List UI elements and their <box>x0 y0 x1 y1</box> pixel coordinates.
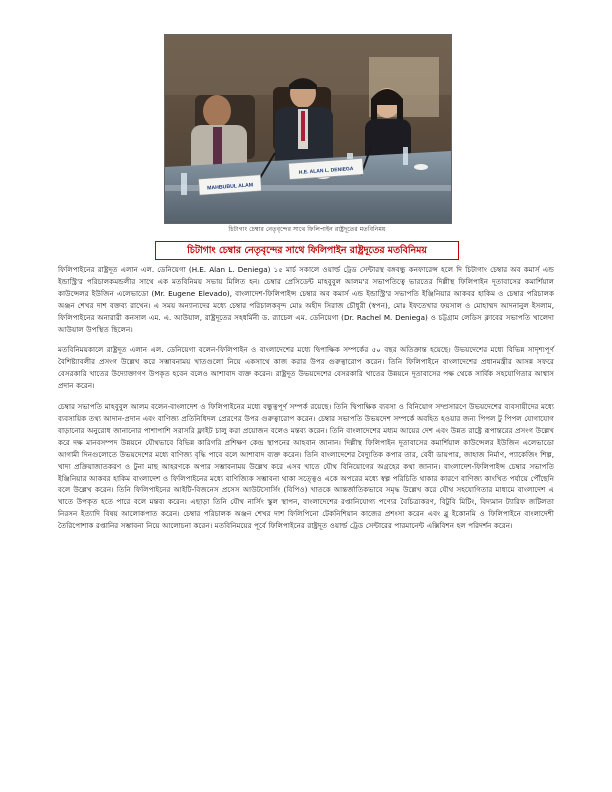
photo-caption: চিটাগাং চেম্বার নেতৃবৃন্দের সাথে ফিলিপাইন রাষ্ট্রদূতের মতবিনিময় <box>228 226 386 233</box>
meeting-photo <box>164 34 452 224</box>
article-headline: চিটাগাং চেম্বার নেতৃবৃন্দের সাথে ফিলিপাইন রাষ্ট্রদূতের মতবিনিময় <box>155 241 459 260</box>
paragraph: চেম্বার সভাপতি মাহবুবুল আলম বলেন-বাংলাদেশ ও ফিলিপাইনের মধ্যে বন্ধুত্বপূর্ণ সম্পর্ক রয়েছে। তিনি দ্বিপাক্ষিক ব্যবসা ও বিনিয়োগ সম্প্রসারণে উভয়দেশের ব্যবসায়ীদের মধ্যে ব্যবসায়িক তথ্য আদান-প্রদান এবং বাণিজ্য প্রতিনিধিদল প্রেরণের উপর গুরুত্বারোপ করেন। চেম্বার সভাপতি উভয়দেশ সম্পর্কে অবহিত হওয়ার জন্য পিপল টু পিপল যোগাযোগ বাড়ানোর অনুরোধ জানানোর পাশাপাশি সরাসরি ফ্লাইট চালু করা প্রয়োজন বলেও মন্তব্য করেন। তিনি বাংলাদেশের মধ্যম আয়ের দেশ এবং উন্নত রাষ্ট্রে রূপান্তরের প্রসংগ উল্লেখ করে দক্ষ মানবসম্পদ উন্নয়নে যৌথভাবে বিভিন্ন কারিগরি প্রশিক্ষণ কেন্দ্র স্থাপনের আহবান জানান। দিল্লীস্থ ফিলিপাইন দূতাবাসের কমার্শিয়াল কাউন্সেলর ইউজিন এলেভাডো আগামী দিনগুলোতে উভয়দেশের মধ্যে বাণিজ্য বৃদ্ধি পাবে বলে আশাবাদ ব্যক্ত করেন। তিনি বাংলাদেশের বৈদ্যুতিক কপার তার, বেবী ডায়পার, জাহাজ নির্মাণ, প্যাকেজিং শিল্প, খাদ্য প্রক্রিয়াজাতকরণ ও টুনা মাছ আহরণকে অপার সম্ভাবনাময় উল্লেখ করে এসব খাতে যৌথ বিনিয়োগের অগ্রহের কথা জানান। বাংলাদেশ-ফিলিপাইন্স চেম্বার সভাপতি ইঞ্জিনিয়ার আকবর হাকিম বাংলাদেশ ও ফিলিপাইনের মধ্যে বাণিজ্যিক সম্ভাবনা থাকা সত্ত্বেও একে অপরের মধ্যে স্বল্প পরিচিতি থাকার কারণে বাণিজ্য কাংখিত পর্যায়ে পৌঁছেনি বলে উল্লেখ করেন। তিনি ফিলিপাইনের আইটি-বিজনেস প্রসেস আউটসোর্সিং (বিপিও) খাতকে আন্তর্জাতিকভাবে সমৃদ্ধ উল্লেখ করে যৌথ সহযোগিতার মাধ্যমে বাংলাদেশ এ খাতে উপকৃত হতে পারে বলে মন্তব্য করেন। এছাড়া তিনি যৌথ নার্সিং স্কুল স্থাপন, বাংলাদেশের রপ্তানিযোগ্য পণ্যের বৈচিত্র্যকরণ, বিটুবি মিটিং, বিদ্যমান ট্যারিফ জটিলতা নিরসন ইত্যাদি বিষয় আলোকপাত করেন। চেম্বার পরিচালক অঞ্জন শেখর দাশ ফিলিপিনো টেকনিশিয়ান কাজের প্রশংসা করেন এবং ব্লু ইকোনমি ও ফিলিপাইনে বাংলাদেশী তৈরিপোশাক রপ্তানির সম্ভাবনা নিয়ে আলোচনা করেন। মতবিনিময়ের পূর্বে ফিলিপাইনের রাষ্ট্রদূত ওয়ার্ল্ড ট্রেড সেন্টারের পারমানেন্ট এক্সিবিশন হল পরিদর্শন করেন। <box>58 402 554 531</box>
meeting-photo-illustration <box>165 35 451 223</box>
paragraph: ফিলিপাইনের রাষ্ট্রদূত এলান এল. ডেনিয়েগা (H.E. Alan L. Deniega) ১৫ মার্চ সকালে ওয়ার্ল্ড ট্রেড সেন্টারস্থ বঙ্গবন্ধু কনফারেন্স হলে দি চিটাগাং চেম্বার অব কমার্স এন্ড ইন্ডাস্ট্রি'র পরিচালকমন্ডলীর সাথে এক মতবিনিময় সভায় মিলিত হন। চেম্বার প্রেসিডেন্ট মাহবুবুল আলম'র সভাপতিত্বে ভারতের দিল্লীস্থ ফিলিপাইন দূতাবাসের কমার্শিয়াল কাউন্সেলর ইউজিন এলেভাডো (Mr. Eugene Elevado), বাংলাদেশ-ফিলিপাইন্স চেম্বার অব কমার্স এন্ড ইন্ডাস্ট্রি'র সভাপতি ইঞ্জিনিয়ার আকবর হাকিম ও চেম্বার পরিচালক অঞ্জন শেখর দাশ বক্তব্য রাখেন। এ সময় অন্যান্যদের মধ্যে চেম্বার পরিচালকবৃন্দ মোঃ অহীদ সিরাজ চৌধুরী (স্বপন), মোঃ ইফতেখার ফয়সাল ও মোহাম্মদ আদনানুল ইসলাম, ফিলিপাইনের অনারারী কনসাল এম. এ. আউয়াল, রাষ্ট্রদূতের সহধর্মিনী ড. র‍্যাচেল এম. ডেনিয়েগা (Dr. Rachel M. Deniega) ও চট্টগ্রাম লেডিস ক্লাবের সভাপতি খালেদা আউয়াল উপস্থিত ছিলেন। <box>58 265 554 334</box>
name-plate-left: MAHBUBUL ALAM <box>206 182 254 192</box>
article-body <box>58 264 554 541</box>
name-plate-right: H.E. ALAN L. DENIEGA <box>298 166 354 176</box>
paragraph: মতবিনিময়কালে রাষ্ট্রদূত এলান এল. ডেনিয়েগা বলেন-ফিলিপাইন ও বাংলাদেশের মধ্যে দ্বিপাক্ষিক সম্পর্কের ৫০ বছর অতিক্রান্ত হয়েছে। উভয়দেশের মধ্যে বিভিন্ন সাদৃশ্যপূর্ণ বৈশিষ্ট্যাবলীর প্রসংগ উল্লেখ করে সম্ভাবনাময় খাতগুলো নিয়ে একসাথে কাজ করার উপর গুরুত্বারোপ করেন। তিনি ফিলিপাইনে বাংলাদেশের প্রধানমন্ত্রীর আসন্ন সফরে বেসরকারি খাতের উদ্যোক্তাগণ উপকৃত হবেন বলেও আশাবাদ ব্যক্ত করেন। রাষ্ট্রদূত উভয়দেশের বেসরকারি খাতের উন্নয়নে দূতাবাসের পক্ষ থেকে সার্বিক সহযোগিতার আশ্বাস প্রদান করেন। <box>58 345 554 391</box>
